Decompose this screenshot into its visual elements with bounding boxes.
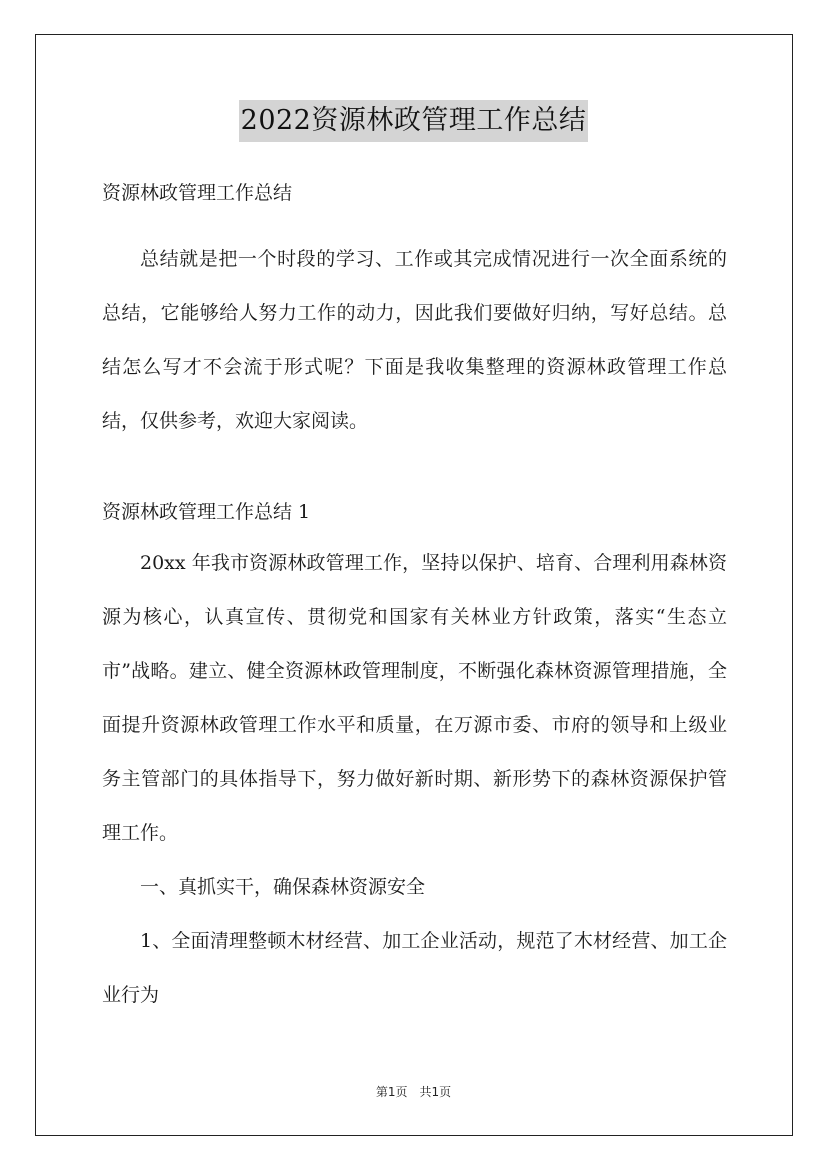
item-heading: 一、真抓实干，确保森林资源安全 <box>140 876 426 898</box>
title-wrap <box>0 100 827 142</box>
section-heading: 资源林政管理工作总结 1 <box>102 501 311 523</box>
spacer <box>102 448 727 492</box>
item-paragraph: 1、全面清理整顿木材经营、加工企业活动，规范了木材经营、加工企业行为 <box>102 930 727 1006</box>
page-number: 第1页 共1页 <box>375 1085 452 1099</box>
spacer <box>102 213 727 232</box>
section-paragraph: 20xx 年我市资源林政管理工作，坚持以保护、培育、合理利用森林资源为核心，认真宣传、贯彻党和国家有关林业方针政策，落实“生态立市”战略。建立、健全资源林政管理制度，不断强化森林资源管理措施，全面提升资源林政管理工作水平和质量，在万源市委、市府的领导和上级业务主管部门的具体指导下，努力做好新时期、新形势下的森林资源保护管理工作。 <box>102 552 727 844</box>
document-subtitle: 资源林政管理工作总结 <box>102 182 293 204</box>
intro-paragraph: 总结就是把一个时段的学习、工作或其完成情况进行一次全面系统的总结，它能够给人努力工作的动力，因此我们要做好归纳，写好总结。总结怎么写才不会流于形式呢？下面是我收集整理的资源林政管理工作总结，仅供参考，欢迎大家阅读。 <box>102 248 727 432</box>
page-footer <box>0 1083 827 1101</box>
document-body <box>102 173 727 1022</box>
document-title: 2022资源林政管理工作总结 <box>239 100 589 142</box>
